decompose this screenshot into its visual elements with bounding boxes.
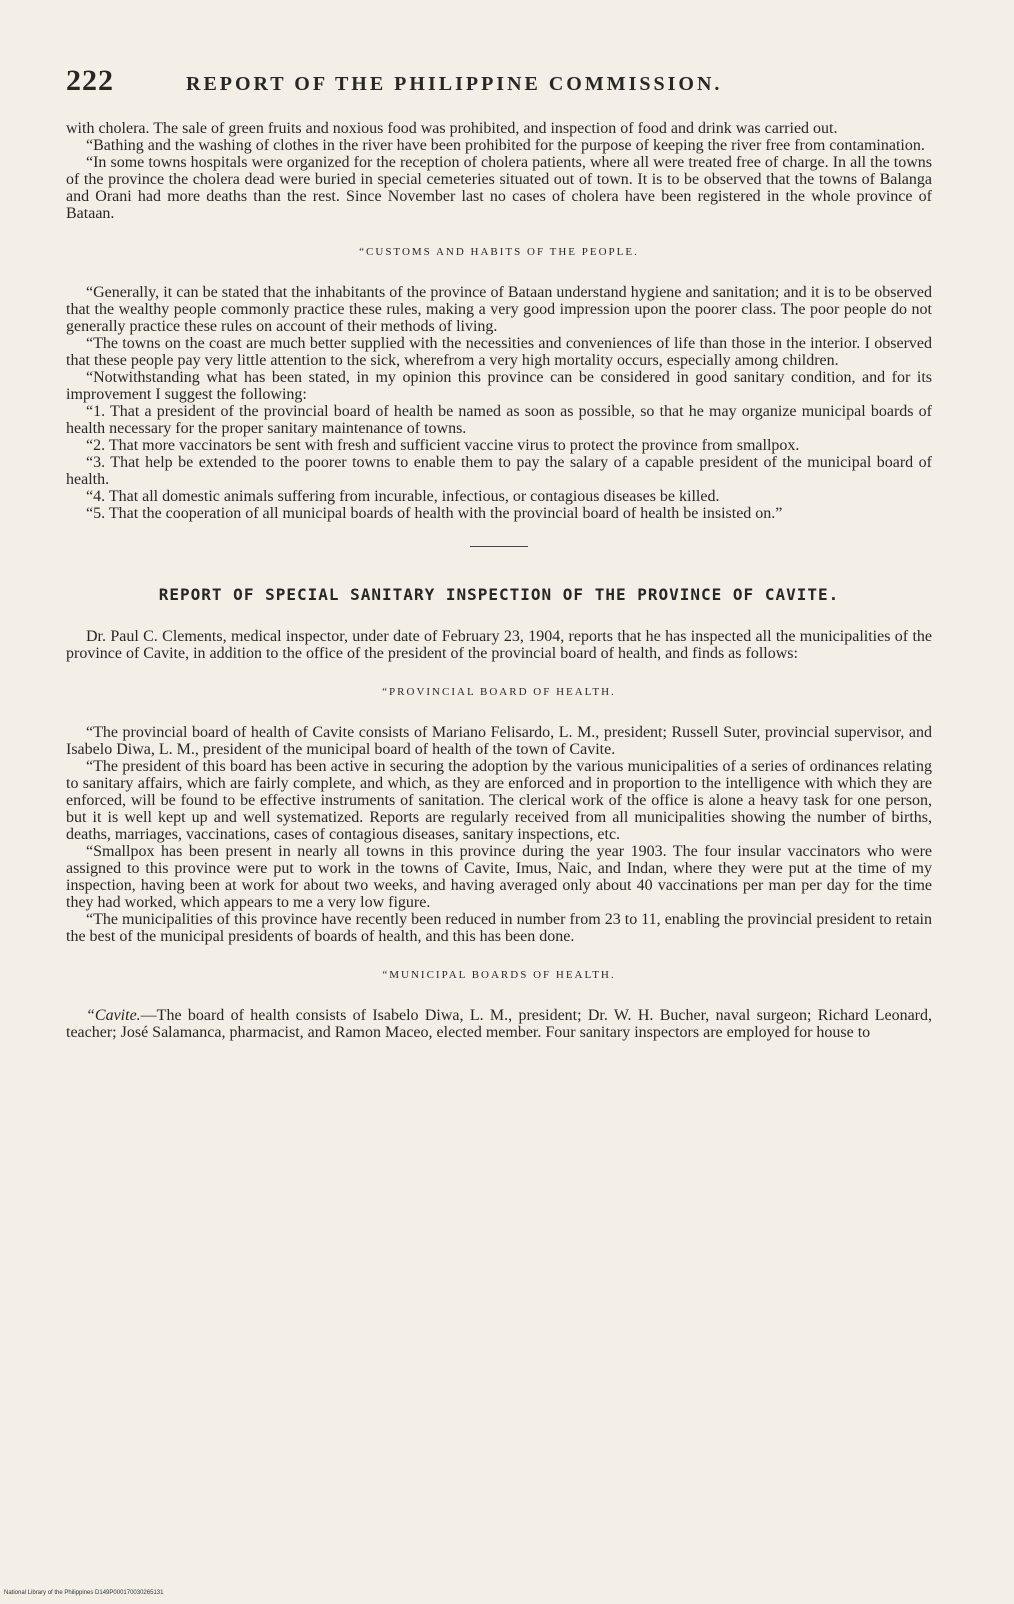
paragraph: “Bathing and the washing of clothes in the river have been prohibited for the purpose of keeping the river free from contamination. [86, 137, 925, 154]
paragraph: “The municipalities of this province have recently been reduced in number from 23 to 11, enabling the provincial president to retain the best of the municipal presidents of boards of health, and this has been done. [66, 911, 932, 945]
paragraph: “Notwithstanding what has been stated, in my opinion this province can be considered in good sanitary condition, and for its improvement I suggest the following: [66, 369, 932, 403]
subheading-municipal: “MUNICIPAL BOARDS OF HEALTH. [382, 969, 616, 981]
subheading-provincial: “PROVINCIAL BOARD OF HEALTH. [382, 686, 616, 698]
paragraph: “Smallpox has been present in nearly all towns in this province during the year 1903. The four insular vaccinators who were assigned to this province were put to work in the towns of Cavite, Imus, Naic, and Indan, where they were put at the time of my inspection, having been at work for about two weeks, and having averaged only about 40 vaccinations per man per day for the time they had worked, which appears to me a very low figure. [66, 843, 932, 911]
paragraph-lead-in: “Cavite. [86, 1007, 141, 1024]
list-item: “3. That help be extended to the poorer towns to enable them to pay the salary of a capable president of the municipal board of health. [66, 454, 932, 488]
list-item: “5. That the cooperation of all municipal boards of health with the provincial board of health be insisted on.” [86, 505, 783, 522]
paragraph: “The president of this board has been active in securing the adoption by the various municipalities of a series of ordinances relating to sanitary affairs, which are fairly complete, and which, as they are enforced and in proportion to the intelligence with which they are enforced, will be found to be effective instruments of sanitation. The clerical work of the office is alone a heavy task for one person, but it is well kept up and well systematized. Reports are regularly received from all municipalities showing the number of births, deaths, marriages, vaccinations, cases of contagious diseases, sanitary inspections, etc. [66, 758, 932, 843]
list-item: “4. That all domestic animals suffering from incurable, infectious, or contagious diseases be killed. [86, 488, 720, 505]
paragraph: “The towns on the coast are much better supplied with the necessities and conveniences of life than those in the interior. I observed that these people pay very little attention to the sick, wherefrom a very high mortality occurs, especially among children. [66, 335, 932, 369]
running-title: REPORT OF THE PHILIPPINE COMMISSION. [186, 73, 723, 95]
paragraph: “The provincial board of health of Cavite consists of Mariano Felisardo, L. M., president; Russell Suter, provincial supervisor, and Isabelo Diwa, L. M., president of the municipal board of health of the town of Cavite. [66, 724, 932, 758]
paragraph-body: —The board of health consists of Isabelo Diwa, L. M., president; Dr. W. H. Bucher, naval surgeon; Richard Leonard, teacher; José Salamanca, pharmacist, and Ramon Maceo, elected member. Four sanitary inspectors are employed for house to [66, 1007, 932, 1041]
list-item: “1. That a president of the provincial board of health be named as soon as possible, so that he may organize municipal boards of health necessary for the proper sanitary maintenance of towns. [66, 403, 932, 437]
paragraph: “Generally, it can be stated that the inhabitants of the province of Bataan understand hygiene and sanitation; and it is to be observed that the wealthy people commonly practice these rules, making a very good impression upon the poorer class. The poor people do not generally practice these rules on account of their methods of living. [66, 284, 932, 335]
page-number: 222 [66, 64, 114, 97]
paragraph: with cholera. The sale of green fruits and noxious food was prohibited, and inspection of food and drink was carried out. [66, 120, 838, 137]
subheading-customs: “CUSTOMS AND HABITS OF THE PEOPLE. [359, 246, 639, 258]
list-item: “2. That more vaccinators be sent with fresh and sufficient vaccine virus to protect the province from smallpox. [86, 437, 800, 454]
page-header [66, 64, 932, 98]
section-divider [470, 546, 528, 547]
section-intro: Dr. Paul C. Clements, medical inspector, under date of February 23, 1904, reports that he has inspected all the municipalities of the province of Cavite, in addition to the office of the president of the provincial board of health, and finds as follows: [66, 628, 932, 662]
scan-footer: National Library of the Philippines D149P000170030265131 [4, 1590, 164, 1596]
section-title: REPORT OF SPECIAL SANITARY INSPECTION OF THE PROVINCE OF CAVITE. [158, 585, 840, 604]
paragraph: “In some towns hospitals were organized for the reception of cholera patients, where all were treated free of charge. In all the towns of the province the cholera dead were buried in special cemeteries situated out of town. It is to be observed that the towns of Balanga and Orani had more deaths than the rest. Since November last no cases of cholera have been registered in the whole province of Bataan. [66, 154, 932, 222]
paragraph-cavite [66, 1007, 932, 1041]
